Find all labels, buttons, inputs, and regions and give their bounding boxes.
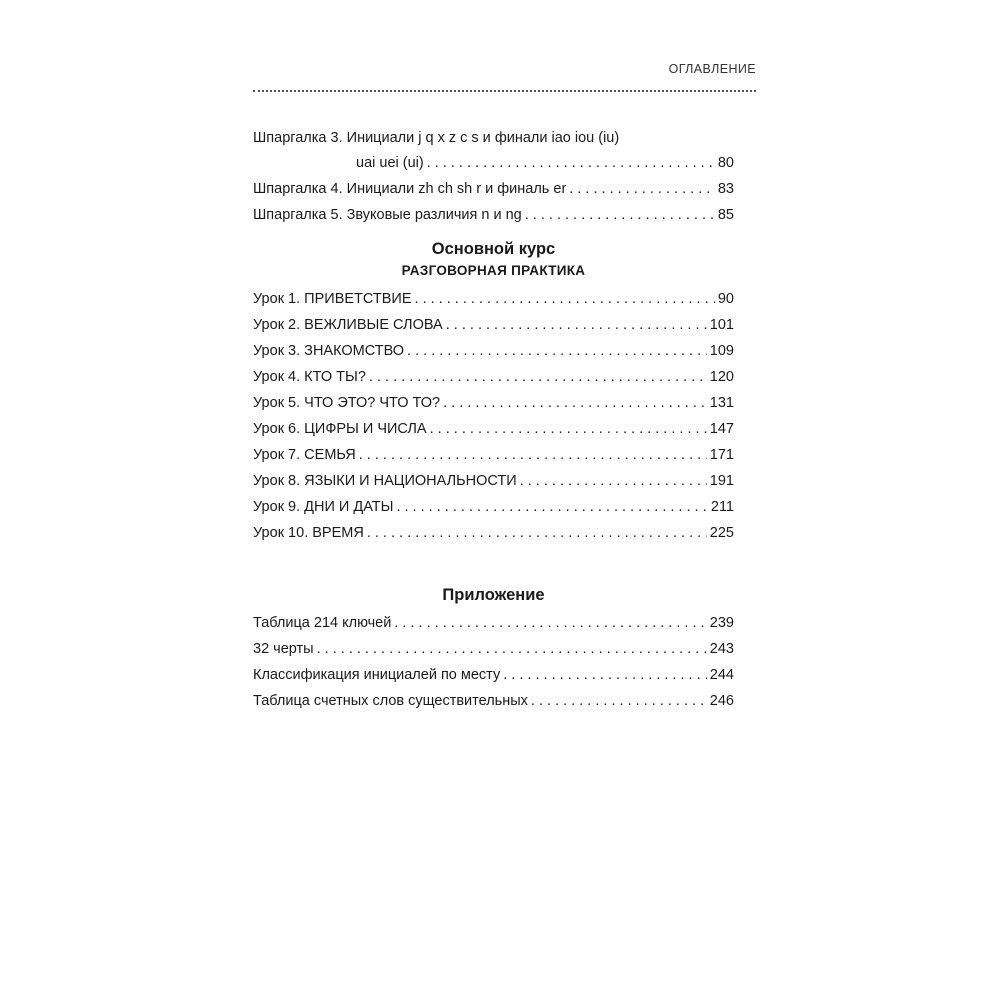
- toc-page-number: 239: [709, 615, 734, 631]
- dot-leader: [369, 364, 707, 390]
- toc-entry-label: Шпаргалка 4. Инициали zh ch sh r и финаль er: [253, 181, 567, 197]
- dot-leader: [317, 636, 707, 662]
- dot-leader: [520, 468, 707, 494]
- toc-entry-appendix: [253, 636, 734, 662]
- section-subtitle: РАЗГОВОРНАЯ ПРАКТИКА: [401, 263, 586, 278]
- running-header: ОГЛАВЛЕНИЕ: [668, 62, 756, 76]
- toc-entry-appendix: [253, 610, 734, 636]
- toc-page-number: 225: [709, 525, 734, 541]
- toc-entry-label-continued: uai uei (ui): [356, 155, 424, 171]
- toc-entry-lesson: [253, 286, 734, 312]
- dotted-divider: [253, 90, 756, 92]
- section-title-main-course: Основной курс: [431, 240, 556, 258]
- toc-entry-lesson: [253, 390, 734, 416]
- toc-page-number: 211: [710, 499, 734, 515]
- toc-entry-appendix: [253, 688, 734, 714]
- dot-leader: [359, 442, 707, 468]
- toc-page-number: 244: [709, 667, 734, 683]
- toc-entry-appendix: [253, 662, 734, 688]
- section-title-appendix: Приложение: [442, 586, 545, 604]
- toc-entry-label: Классификация инициалей по месту: [253, 667, 501, 683]
- dot-leader: [430, 416, 707, 442]
- dot-leader: [407, 338, 707, 364]
- toc-page-number: 131: [709, 395, 734, 411]
- toc-page-number: 85: [717, 207, 734, 223]
- toc-page-number: 171: [709, 447, 734, 463]
- dot-leader: [394, 610, 706, 636]
- toc-page-number: 109: [709, 343, 734, 359]
- toc-entry-label: Шпаргалка 5. Звуковые различия n и ng: [253, 207, 522, 223]
- dot-leader: [443, 390, 707, 416]
- table-of-contents: [253, 126, 734, 714]
- toc-page-number: 80: [717, 155, 734, 171]
- toc-entry-label: Таблица 214 ключей: [253, 615, 392, 631]
- dot-leader: [367, 520, 707, 546]
- toc-entry-label: Урок 4. КТО ТЫ?: [253, 369, 366, 385]
- toc-entry-label: Урок 6. ЦИФРЫ И ЧИСЛА: [253, 421, 427, 437]
- dot-leader: [525, 202, 715, 228]
- toc-entry-label: Урок 10. ВРЕМЯ: [253, 525, 364, 541]
- toc-entry-lesson: [253, 416, 734, 442]
- toc-entry-lesson: [253, 442, 734, 468]
- toc-page-number: 243: [709, 641, 734, 657]
- toc-entry-label: Урок 8. ЯЗЫКИ И НАЦИОНАЛЬНОСТИ: [253, 473, 517, 489]
- toc-entry-label: Урок 2. ВЕЖЛИВЫЕ СЛОВА: [253, 317, 443, 333]
- toc-page-number: 120: [709, 369, 734, 385]
- dot-leader: [415, 286, 715, 312]
- toc-page-number: 191: [709, 473, 734, 489]
- toc-page-number: 101: [709, 317, 734, 333]
- toc-entry-label: Урок 7. СЕМЬЯ: [253, 447, 356, 463]
- toc-entry-lesson: [253, 312, 734, 338]
- toc-entry-lesson: [253, 338, 734, 364]
- dot-leader: [427, 150, 715, 176]
- toc-entry-lesson: [253, 468, 734, 494]
- dot-leader: [503, 662, 707, 688]
- toc-page-number: 90: [717, 291, 734, 307]
- toc-page-number: 83: [717, 181, 734, 197]
- toc-entry-label: Урок 5. ЧТО ЭТО? ЧТО ТО?: [253, 395, 441, 411]
- toc-page-number: 147: [709, 421, 734, 437]
- dot-leader: [569, 176, 715, 202]
- toc-entry-cheatsheet-3: [253, 126, 734, 176]
- toc-page-number: 246: [709, 693, 734, 709]
- toc-entry-lesson: [253, 520, 734, 546]
- dot-leader: [531, 688, 707, 714]
- toc-entry-label: Урок 1. ПРИВЕТСТВИЕ: [253, 291, 412, 307]
- toc-entry-cheatsheet-4: [253, 176, 734, 202]
- toc-entry-label: Таблица счетных слов существительных: [253, 693, 528, 709]
- dot-leader: [446, 312, 707, 338]
- dot-leader: [396, 494, 707, 520]
- toc-entry-cheatsheet-5: [253, 202, 734, 228]
- toc-entry-label: Шпаргалка 3. Инициали j q x z c s и финали iao iou (iu): [253, 130, 620, 146]
- toc-entry-label: Урок 9. ДНИ И ДАТЫ: [253, 499, 394, 515]
- toc-entry-lesson: [253, 494, 734, 520]
- toc-entry-label: 32 черты: [253, 641, 314, 657]
- toc-entry-label: Урок 3. ЗНАКОМСТВО: [253, 343, 405, 359]
- toc-entry-lesson: [253, 364, 734, 390]
